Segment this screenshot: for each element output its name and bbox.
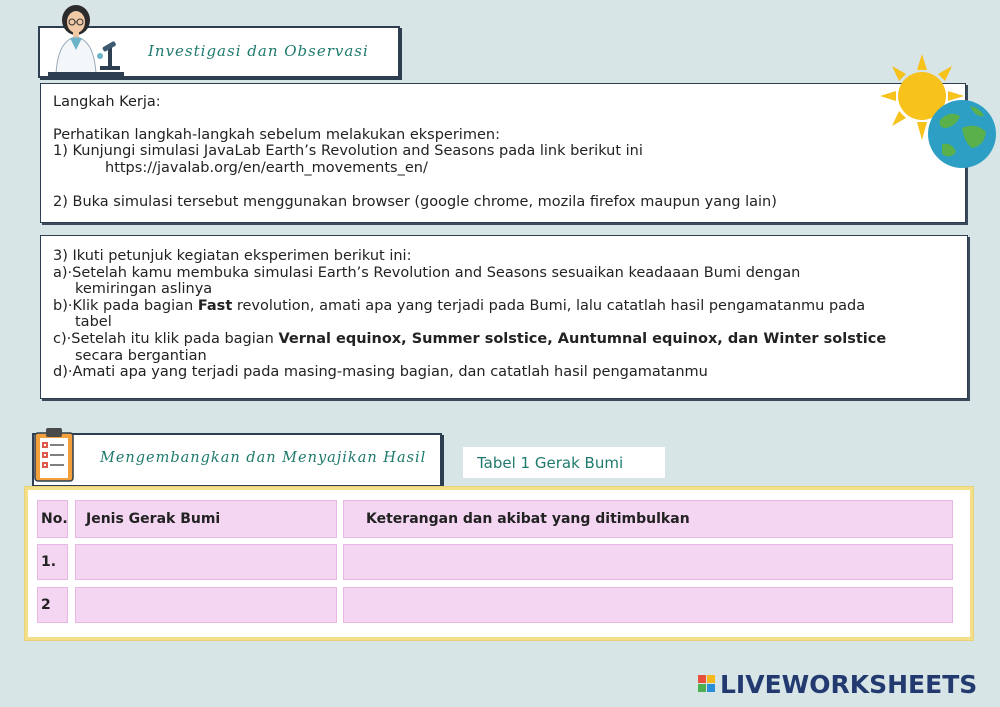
section-title: Mengembangkan dan Menyajikan Hasil xyxy=(100,450,427,466)
section-header-mengembangkan xyxy=(32,433,442,487)
logo-square-green xyxy=(698,684,706,692)
liveworksheets-logo[interactable] xyxy=(698,672,994,702)
langkah-kerja-heading: Langkah Kerja: xyxy=(53,94,161,110)
step-b-line1: b)·Klik pada bagian Fast revolution, amati apa yang terjadi pada Bumi, lalu catatlah hasil pengamatanmu pada xyxy=(53,297,866,314)
table-caption: Tabel 1 Gerak Bumi xyxy=(463,447,665,478)
step-c-line1: c)·Setelah itu klik pada bagian Vernal equinox, Summer solstice, Auntumnal equinox, dan Winter solstice xyxy=(53,330,887,347)
logo-square-yellow xyxy=(707,675,715,683)
row-2-jenis-input[interactable] xyxy=(75,587,337,623)
intro-text: Perhatikan langkah-langkah sebelum melakukan eksperimen: xyxy=(53,126,500,143)
logo-text: LIVEWORKSHEETS xyxy=(720,670,978,699)
result-table xyxy=(25,487,973,640)
logo-square-red xyxy=(698,675,706,683)
step-1-text: 1) Kunjungi simulasi JavaLab Earth’s Revolution and Seasons pada link berikut ini xyxy=(53,143,643,160)
section-title: Investigasi dan Observasi xyxy=(148,42,369,60)
row-2-keterangan-input[interactable] xyxy=(343,587,953,623)
step-b-line2: tabel xyxy=(75,314,112,331)
simulation-link[interactable]: https://javalab.org/en/earth_movements_en/ xyxy=(105,159,428,176)
header-no: No. xyxy=(37,500,68,538)
instructions-box-2 xyxy=(40,235,968,399)
clipboard-checklist-icon xyxy=(32,425,76,483)
step-a-line2: kemiringan aslinya xyxy=(75,281,213,298)
logo-square-blue xyxy=(707,684,715,692)
row-1-keterangan-input[interactable] xyxy=(343,544,953,580)
scientist-icon xyxy=(42,2,124,78)
step-d-line: d)·Amati apa yang terjadi pada masing-masing bagian, dan catatlah hasil pengamatanmu xyxy=(53,364,708,381)
row-1-jenis-input[interactable] xyxy=(75,544,337,580)
step-c-line2: secara bergantian xyxy=(75,347,207,364)
header-jenis: Jenis Gerak Bumi xyxy=(75,500,337,538)
step-a-line1: a)·Setelah kamu membuka simulasi Earth’s Revolution and Seasons sesuaikan keadaaan Bumi dengan xyxy=(53,264,801,281)
earth-globe-icon xyxy=(926,98,998,170)
step-2-text: 2) Buka simulasi tersebut menggunakan browser (google chrome, mozila firefox maupun yang lain) xyxy=(53,194,777,211)
row-2-no: 2 xyxy=(37,587,68,623)
step-3-text: 3) Ikuti petunjuk kegiatan eksperimen berikut ini: xyxy=(53,248,412,264)
header-keterangan: Keterangan dan akibat yang ditimbulkan xyxy=(343,500,953,538)
row-1-no: 1. xyxy=(37,544,68,580)
instructions-box-1 xyxy=(40,83,966,223)
